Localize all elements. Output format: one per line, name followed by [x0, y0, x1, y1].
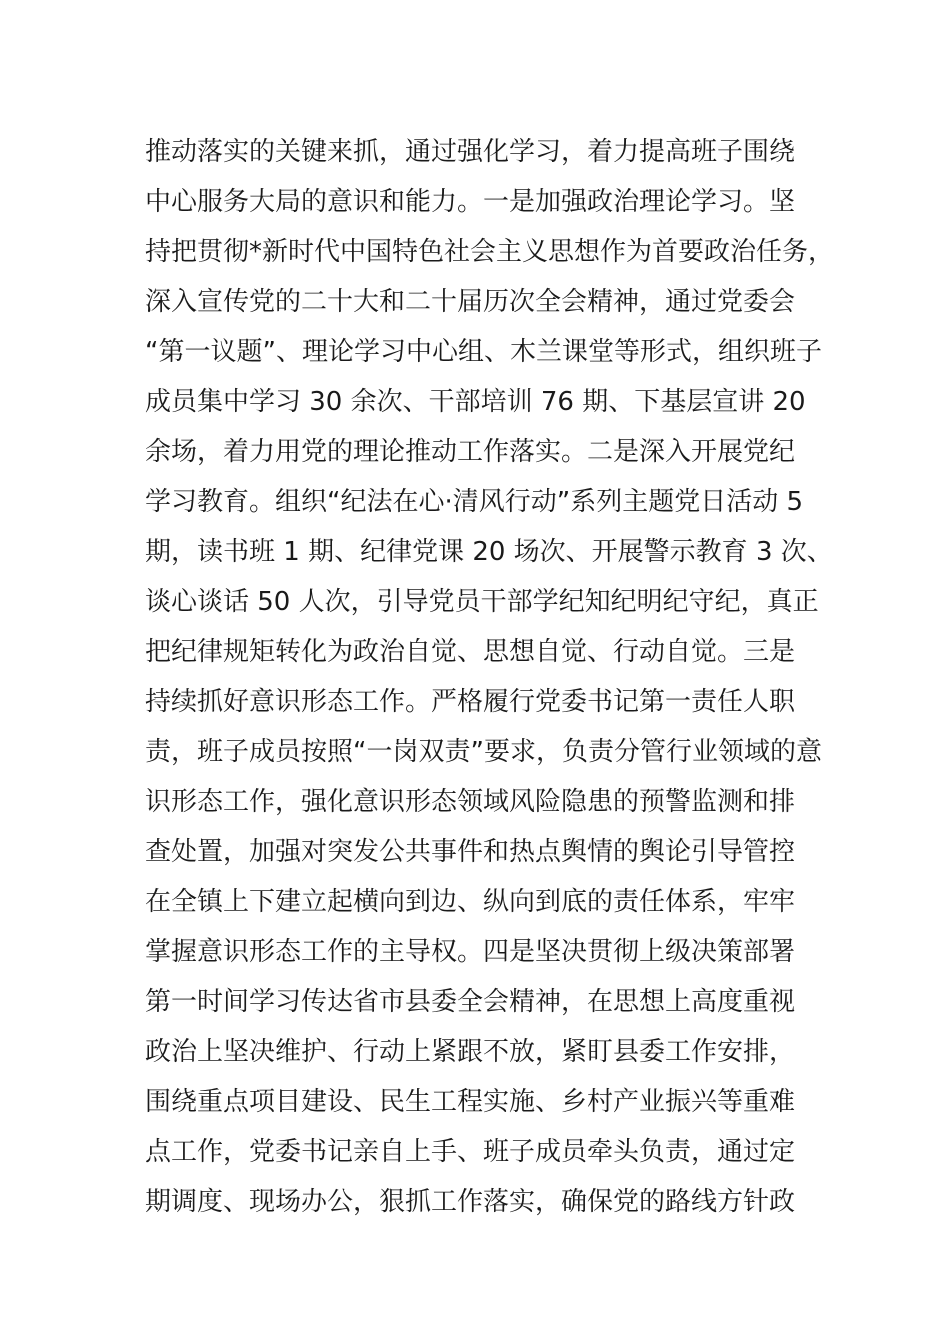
text-line: 谈心谈话 50 人次，引导党员干部学纪知纪明纪守纪，真正	[145, 587, 819, 617]
text-line: 持续抓好意识形态工作。严格履行党委书记第一责任人职	[145, 687, 796, 717]
text-line: 责，班子成员按照“一岗双责”要求，负责分管行业领域的意	[145, 737, 822, 767]
text-line: 第一时间学习传达省市县委全会精神，在思想上高度重视	[145, 987, 796, 1017]
text-line: 持把贯彻*新时代中国特色社会主义思想作为首要政治任务，	[145, 237, 835, 267]
text-line: 成员集中学习 30 余次、干部培训 76 期、下基层宣讲 20	[145, 387, 806, 417]
text-line: 期调度、现场办公，狠抓工作落实，确保党的路线方针政	[145, 1187, 796, 1217]
text-line: 深入宣传党的二十大和二十届历次全会精神，通过党委会	[145, 287, 796, 317]
text-line: 学习教育。组织“纪法在心·清风行动”系列主题党日活动 5	[145, 487, 804, 517]
text-line: 掌握意识形态工作的主导权。四是坚决贯彻上级决策部署	[145, 937, 796, 967]
text-line: 查处置，加强对突发公共事件和热点舆情的舆论引导管控	[145, 837, 796, 867]
text-line: 点工作，党委书记亲自上手、班子成员牵头负责，通过定	[145, 1137, 796, 1167]
text-line: 余场，着力用党的理论推动工作落实。二是深入开展党纪	[145, 437, 796, 467]
body-text	[145, 127, 845, 1227]
text-line: 把纪律规矩转化为政治自觉、思想自觉、行动自觉。三是	[145, 637, 796, 667]
text-line: 识形态工作，强化意识形态领域风险隐患的预警监测和排	[145, 787, 796, 817]
text-line: 政治上坚决维护、行动上紧跟不放，紧盯县委工作安排，	[145, 1037, 796, 1067]
text-line: 推动落实的关键来抓，通过强化学习，着力提高班子围绕	[145, 137, 796, 167]
text-line: 中心服务大局的意识和能力。一是加强政治理论学习。坚	[145, 187, 796, 217]
text-line: 围绕重点项目建设、民生工程实施、乡村产业振兴等重难	[145, 1087, 796, 1117]
text-line: 期，读书班 1 期、纪律党课 20 场次、开展警示教育 3 次、	[145, 537, 833, 567]
text-line: 在全镇上下建立起横向到边、纵向到底的责任体系，牢牢	[145, 887, 796, 917]
text-line: “第一议题”、理论学习中心组、木兰课堂等形式，组织班子	[145, 337, 822, 367]
